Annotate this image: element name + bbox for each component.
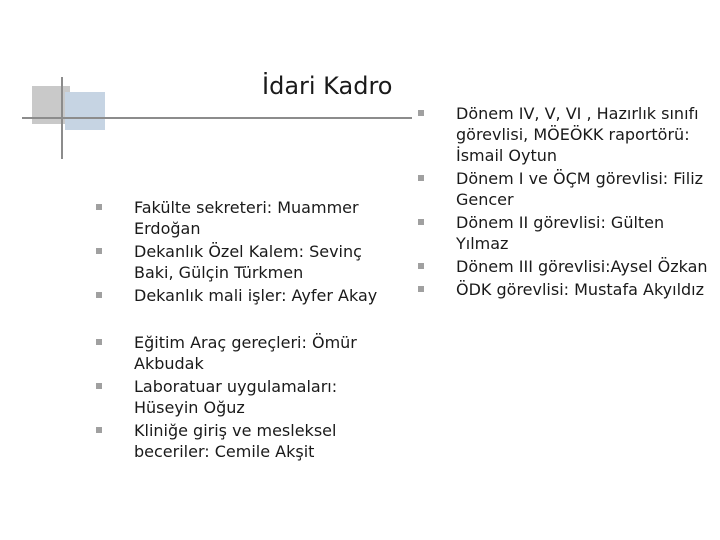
- left-list-b: [96, 332, 366, 462]
- list-item-text: Dönem III görevlisi:Aysel Özkan: [456, 257, 708, 276]
- left-list-a: [96, 197, 386, 306]
- list-item: [418, 168, 718, 210]
- square-bullet-icon: [96, 292, 102, 298]
- list-item: [418, 212, 718, 254]
- list-item: [96, 285, 386, 306]
- square-bullet-icon: [96, 427, 102, 433]
- list-item: [96, 197, 386, 239]
- square-bullet-icon: [418, 110, 424, 116]
- list-item: [96, 332, 366, 374]
- list-item: [418, 103, 718, 166]
- list-item-text: Dönem IV, V, VI , Hazırlık sınıfı görevlisi, MÖEÖKK raportörü: İsmail Oytun: [456, 104, 699, 165]
- list-item-text: ÖDK görevlisi: Mustafa Akyıldız: [456, 280, 705, 299]
- list-item-text: Dönem I ve ÖÇM görevlisi: Filiz Gencer: [456, 169, 704, 209]
- list-item: [96, 420, 366, 462]
- square-bullet-icon: [96, 339, 102, 345]
- list-item-text: Dekanlık mali işler: Ayfer Akay: [134, 286, 378, 305]
- square-bullet-icon: [418, 263, 424, 269]
- decor-blue-square: [65, 92, 105, 130]
- list-item-text: Fakülte sekreteri: Muammer Erdoğan: [134, 198, 359, 238]
- slide-title: İdari Kadro: [262, 72, 393, 100]
- list-item: [96, 241, 386, 283]
- square-bullet-icon: [96, 204, 102, 210]
- square-bullet-icon: [418, 219, 424, 225]
- list-item: [96, 376, 366, 418]
- list-item: [418, 279, 718, 300]
- square-bullet-icon: [96, 383, 102, 389]
- square-bullet-icon: [96, 248, 102, 254]
- list-item-text: Dekanlık Özel Kalem: Sevinç Baki, Gülçin Türkmen: [134, 242, 362, 282]
- list-item-text: Dönem II görevlisi: Gülten Yılmaz: [456, 213, 665, 253]
- right-list: [418, 103, 718, 300]
- square-bullet-icon: [418, 175, 424, 181]
- list-item: [418, 256, 718, 277]
- list-item-text: Kliniğe giriş ve mesleksel beceriler: Cemile Akşit: [134, 421, 337, 461]
- list-item-text: Laboratuar uygulamaları: Hüseyin Oğuz: [134, 377, 338, 417]
- decor-horizontal-line: [22, 117, 412, 119]
- square-bullet-icon: [418, 286, 424, 292]
- list-item-text: Eğitim Araç gereçleri: Ömür Akbudak: [134, 333, 357, 373]
